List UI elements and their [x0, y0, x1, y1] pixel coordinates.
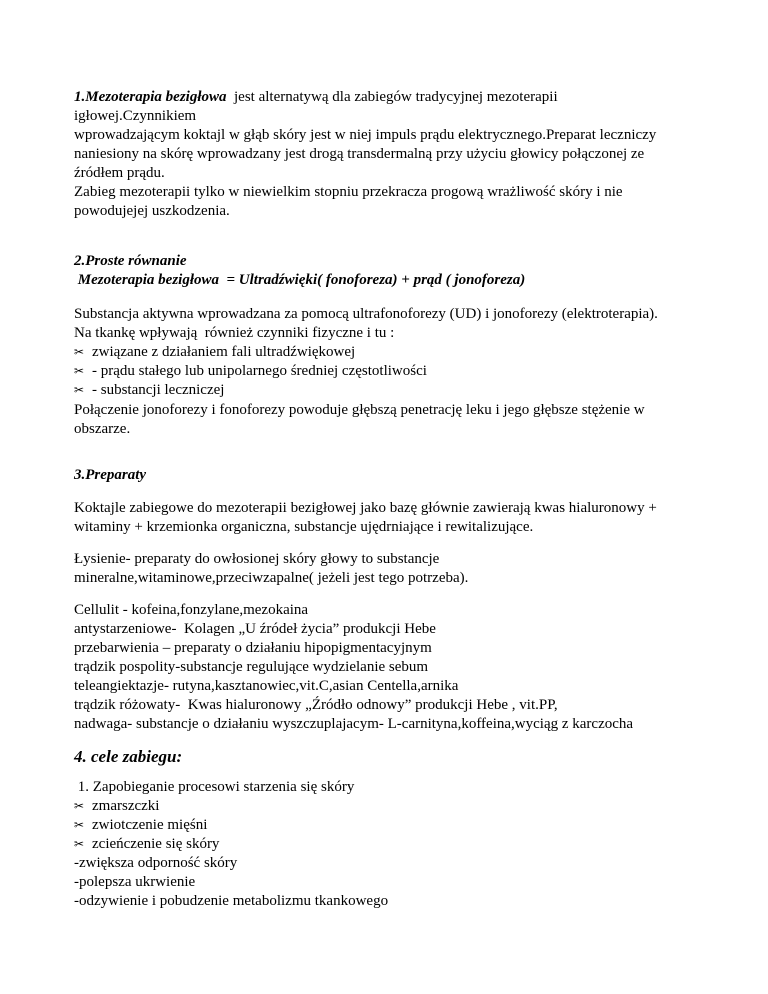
section-4 — [74, 747, 694, 766]
section-3-para1 — [74, 499, 694, 537]
text-line: Połączenie jonoforezy i fonoforezy powoduje głębszą penetrację leku i jego głębsze stężenie w — [74, 402, 645, 418]
section-4-body — [74, 778, 694, 911]
list-item — [74, 816, 694, 835]
list-item — [74, 835, 694, 854]
list-item-text: - substancji leczniczej — [92, 382, 225, 398]
text-line: antystarzeniowe- Kolagen „U źródeł życia” produkcji Hebe — [74, 621, 436, 637]
list-item-text: - prądu stałego lub unipolarnego średniej częstotliwości — [92, 363, 427, 379]
text-line: Zabieg mezoterapii tylko w niewielkim stopniu przekracza progową wrażliwość skóry i nie — [74, 184, 623, 200]
text-line: witaminy + krzemionka organiczna, substancje ujędrniające i rewitalizujące. — [74, 519, 534, 535]
text-line: naniesiony na skórę wprowadzany jest drogą transdermalną przy użyciu głowicy połączonej ze — [74, 146, 645, 162]
text-line: Koktajle zabiegowe do mezoterapii bezigłowej jako bazę głównie zawierają kwas hialuronowy + — [74, 500, 657, 516]
section-2-conclusion — [74, 401, 694, 439]
text-line: przebarwienia – preparaty o działaniu hipopigmentacyjnym — [74, 640, 432, 656]
section-3-para3 — [74, 601, 694, 734]
list-item-text: związane z działaniem fali ultradźwiękowej — [92, 344, 356, 360]
text-line: Substancja aktywna wprowadzana za pomocą ultrafonoforezy (UD) i jonoforezy (elektroterapia). — [74, 306, 658, 322]
list-item-text: zwiotczenie mięśni — [92, 817, 208, 833]
scissors-icon: ✂ — [74, 364, 85, 378]
section-2 — [74, 252, 694, 290]
text-line: Cellulit - kofeina,fonzylane,mezokaina — [74, 602, 309, 618]
text-line: -odzywienie i pobudzenie metabolizmu tkankowego — [74, 893, 389, 909]
text-line: powodujejej uszkodzenia. — [74, 203, 230, 219]
section-1-lead-text: jest alternatywą dla zabiegów tradycyjnej mezoterapii — [226, 89, 558, 105]
list-item — [74, 381, 694, 400]
text-line: Na tkankę wpływają również czynniki fizyczne i tu : — [74, 325, 395, 341]
text-line: trądzik różowaty- Kwas hialuronowy „Źródło odnowy” produkcji Hebe , vit.PP, — [74, 697, 558, 713]
scissors-icon: ✂ — [74, 799, 85, 813]
text-line: trądzik pospolity-substancje regulujące wydzielanie sebum — [74, 659, 429, 675]
list-item-text: zmarszczki — [92, 798, 160, 814]
scissors-icon: ✂ — [74, 818, 85, 832]
text-line: nadwaga- substancje o działaniu wyszczuplajacym- L-carnityna,koffeina,wyciąg z karczocha — [74, 716, 634, 732]
section-1-heading: 1.Mezoterapia bezigłowa — [74, 89, 227, 105]
section-3-para2 — [74, 550, 694, 588]
text-line: źródłem prądu. — [74, 165, 165, 181]
text-line: -zwiększa odporność skóry — [74, 855, 238, 871]
text-line: wprowadzającym koktajl w głąb skóry jest w niej impuls prądu elektrycznego.Preparat leczniczy — [74, 127, 657, 143]
text-line: igłowej.Czynnikiem — [74, 108, 197, 124]
section-4-heading: 4. cele zabiegu: — [74, 747, 183, 766]
section-1-lead — [74, 88, 694, 107]
list-item — [74, 797, 694, 816]
scissors-icon: ✂ — [74, 383, 85, 397]
section-2-body — [74, 305, 694, 400]
section-2-heading: 2.Proste równanie — [74, 253, 187, 269]
text-line: Łysienie- preparaty do owłosionej skóry głowy to substancje — [74, 551, 440, 567]
text-line: 1. Zapobieganie procesowi starzenia się skóry — [74, 779, 355, 795]
section-3-heading: 3.Preparaty — [74, 467, 147, 483]
section-1 — [74, 88, 694, 221]
text-line: teleangiektazje- rutyna,kasztanowiec,vit.C,asian Centella,arnika — [74, 678, 459, 694]
section-3 — [74, 466, 694, 485]
list-item — [74, 362, 694, 381]
scissors-icon: ✂ — [74, 837, 85, 851]
section-2-equation: Mezoterapia bezigłowa = Ultradźwięki( fonoforeza) + prąd ( jonoforeza) — [74, 272, 526, 288]
text-line: obszarze. — [74, 421, 131, 437]
list-item-text: zcieńczenie się skóry — [92, 836, 220, 852]
text-line: mineralne,witaminowe,przeciwzapalne( jeżeli jest tego potrzeba). — [74, 570, 469, 586]
scissors-icon: ✂ — [74, 345, 85, 359]
list-item — [74, 343, 694, 362]
text-line: -polepsza ukrwienie — [74, 874, 196, 890]
